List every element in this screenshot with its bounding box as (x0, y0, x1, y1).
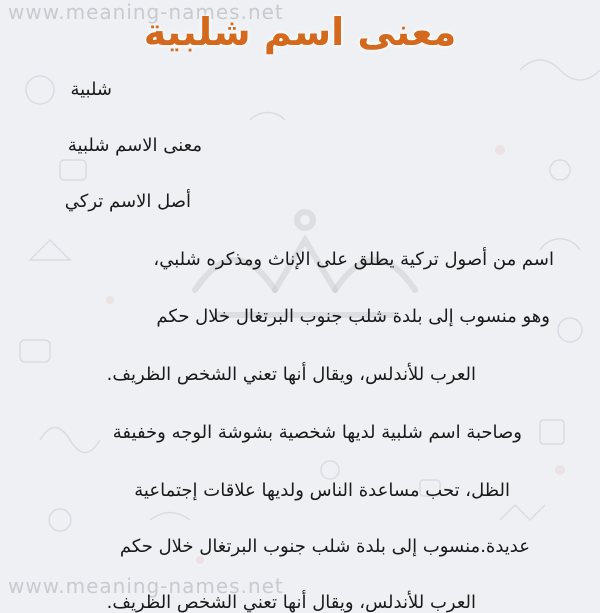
origin-line: أصل الاسم تركي (64, 191, 191, 212)
description-line-7: العرب للأندلس، ويقال أنها تعني الشخص الظريف. (106, 592, 476, 613)
description-line-6: عديدة.منسوب إلى بلدة شلب جنوب البرتغال خلال حكم (119, 536, 530, 557)
description-line-5: الظل، تحب مساعدة الناس ولديها علاقات إجتماعية (134, 480, 510, 501)
description-line-1: اسم من أصول تركية يطلق على الإناث ومذكره شلبي، (153, 249, 554, 270)
site-watermark-top: www.meaning-names.net (8, 0, 284, 24)
page-title: معنى اسم شلبية (143, 10, 457, 54)
description-line-2: وهو منسوب إلى بلدة شلب جنوب البرتغال خلال حكم (156, 306, 550, 327)
meaning-heading-line: معنى الاسم شلبية (67, 135, 202, 156)
description-line-4: وصاحبة اسم شلبية لديها شخصية بشوشة الوجه وخفيفة (112, 422, 522, 443)
description-line-3: العرب للأندلس، ويقال أنها تعني الشخص الظريف. (106, 364, 476, 385)
site-watermark-bottom: www.meaning-names.net (8, 574, 284, 598)
name-line: شلبية (70, 79, 112, 100)
